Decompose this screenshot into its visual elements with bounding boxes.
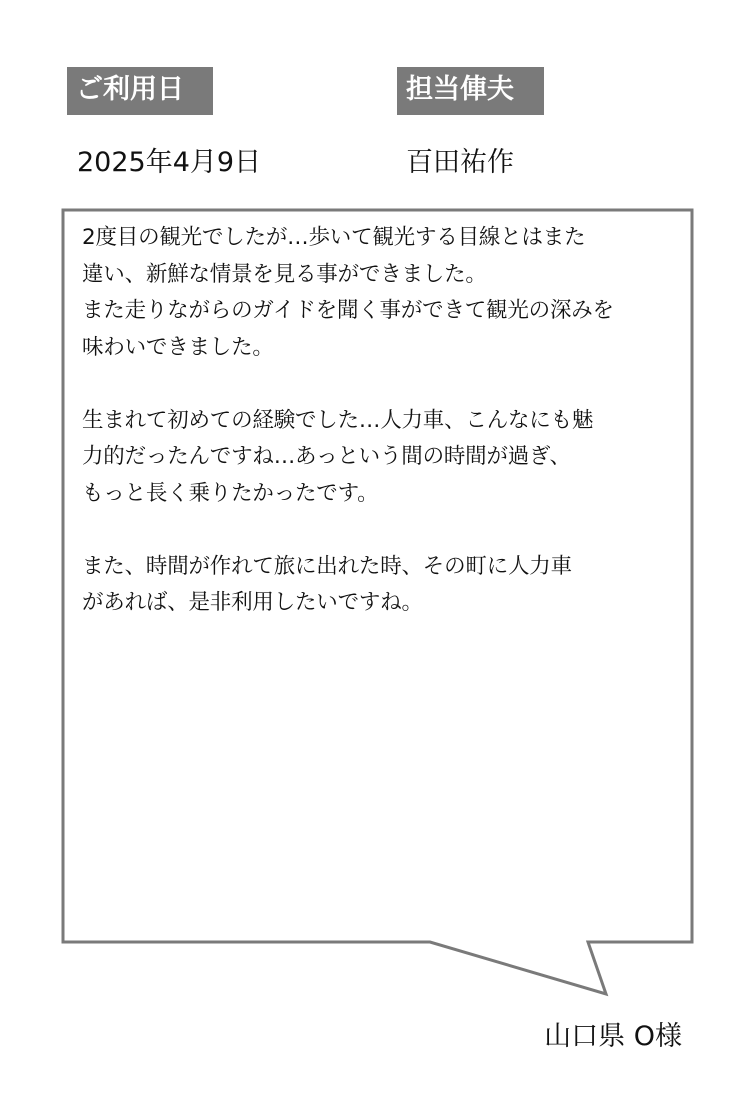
customer-name: 山口県 O様 (544, 1021, 682, 1052)
comment-paragraph: 生まれて初めての経験でした…人力車、こんなにも魅 力的だったんですね…あっという間の時間が過ぎ、 もっと長く乗りたかったです。 (82, 407, 594, 506)
date-label: ご利用日 (67, 67, 213, 115)
comment-body (82, 220, 692, 658)
comment-paragraph: 2度目の観光でしたが…歩いて観光する目線とはまた 違い、新鮮な情景を見る事ができました。 また走りながらのガイドを聞く事ができて観光の深みを 味わいできました。 (82, 225, 614, 360)
ride-date: 2025年4月9日 (77, 147, 262, 178)
driver-label: 担当俥夫 (397, 67, 544, 115)
comment-paragraph: また、時間が作れて旅に出れた時、その町に人力車 があれば、是非利用したいですね。 (82, 553, 572, 615)
driver-name: 百田祐作 (406, 147, 514, 178)
